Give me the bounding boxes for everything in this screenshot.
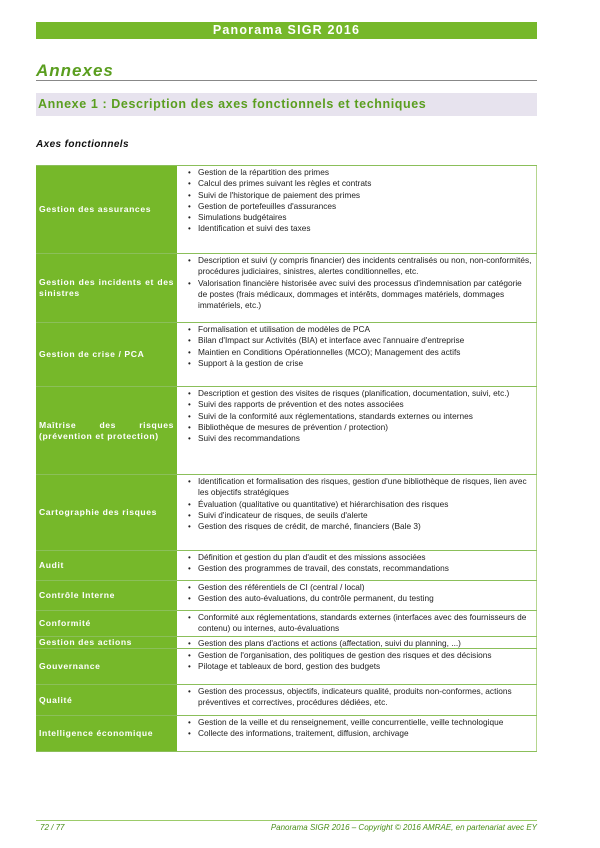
- table-row: [36, 323, 537, 387]
- list-item: • Conformité aux réglementations, standards externes (interfaces avec des fournisseurs de contenu) ou internes, auto-évaluations: [188, 612, 532, 635]
- bullet-list: [188, 167, 532, 235]
- axis-description: [177, 323, 537, 386]
- section-title: Annexes: [36, 61, 114, 80]
- list-item: • Valorisation financière historisée avec suivi des processus d'indemnisation par catégorie de postes (frais médicaux, dommages et intérêts, dommages matériels, dommages immatériels, etc.): [188, 278, 532, 312]
- subsection-title: Axes fonctionnels: [36, 139, 129, 150]
- list-item: • Bibliothèque de mesures de prévention / protection): [188, 422, 532, 433]
- list-item: • Calcul des primes suivant les règles et contrats: [188, 178, 532, 189]
- list-item: • Gestion de portefeuilles d'assurances: [188, 201, 532, 212]
- table-row: [36, 387, 537, 475]
- axis-description: [177, 387, 537, 474]
- table-row: [36, 551, 537, 581]
- list-item: • Évaluation (qualitative ou quantitative) et hiérarchisation des risques: [188, 499, 532, 510]
- axis-label: Maîtrise des risques (prévention et protection): [36, 387, 177, 474]
- bullet-list: [188, 324, 532, 369]
- list-item: • Gestion de la répartition des primes: [188, 167, 532, 178]
- axis-label: Gestion de crise / PCA: [36, 323, 177, 386]
- axis-description: [177, 475, 537, 550]
- list-item: • Suivi des recommandations: [188, 433, 532, 444]
- list-item: • Gestion des risques de crédit, de marché, financiers (Bale 3): [188, 521, 532, 532]
- axis-label: Cartographie des risques: [36, 475, 177, 550]
- list-item: • Gestion de la veille et du renseignement, veille concurrentielle, veille technologique: [188, 717, 532, 728]
- table-row: [36, 165, 537, 254]
- list-item: • Identification et suivi des taxes: [188, 223, 532, 234]
- list-item: • Description et gestion des visites de risques (planification, documentation, suivi, etc.): [188, 388, 532, 399]
- list-item: • Description et suivi (y compris financier) des incidents centralisés ou non, non-conformités, procédures judiciaires, sinistres, alertes conditionnelles, etc.: [188, 255, 532, 278]
- bullet-list: [188, 638, 532, 649]
- list-item: • Gestion de l'organisation, des politiques de gestion des risques et des décisions: [188, 650, 532, 661]
- table-row: [36, 475, 537, 551]
- table-row: [36, 254, 537, 323]
- bullet-list: [188, 476, 532, 532]
- axis-description: [177, 611, 537, 636]
- footer-divider: [36, 820, 537, 821]
- list-item: • Gestion des auto-évaluations, du contrôle permanent, du testing: [188, 593, 532, 604]
- list-item: • Gestion des programmes de travail, des constats, recommandations: [188, 563, 532, 574]
- annex-heading: Annexe 1 : Description des axes fonctionnels et techniques: [36, 93, 537, 116]
- bullet-list: [188, 650, 532, 673]
- bullet-list: [188, 612, 532, 635]
- list-item: • Bilan d'Impact sur Activités (BIA) et interface avec l'annuaire d'entreprise: [188, 335, 532, 346]
- list-item: • Gestion des plans d'actions et actions (affectation, suivi du planning, ...): [188, 638, 532, 649]
- axis-label: Qualité: [36, 685, 177, 715]
- table-row: [36, 649, 537, 685]
- axes-table: [36, 165, 537, 752]
- list-item: • Suivi d'indicateur de risques, de seuils d'alerte: [188, 510, 532, 521]
- table-row: [36, 637, 537, 649]
- table-row: [36, 581, 537, 611]
- axis-label: Audit: [36, 551, 177, 580]
- bullet-list: [188, 255, 532, 311]
- list-item: • Gestion des processus, objectifs, indicateurs qualité, produits non-conformes, actions préventives et correctives, procédures dédiées, etc.: [188, 686, 532, 709]
- axis-description: [177, 649, 537, 684]
- axis-description: [177, 685, 537, 715]
- list-item: • Identification et formalisation des risques, gestion d'une bibliothèque de risques, lien avec les objectifs stratégiques: [188, 476, 532, 499]
- axis-label: Gestion des actions: [36, 637, 177, 648]
- table-row: [36, 716, 537, 752]
- axis-label: Gestion des incidents et des sinistres: [36, 254, 177, 322]
- axis-description: [177, 254, 537, 322]
- axis-label: Gestion des assurances: [36, 166, 177, 253]
- bullet-list: [188, 552, 532, 575]
- bullet-list: [188, 686, 532, 709]
- list-item: • Pilotage et tableaux de bord, gestion des budgets: [188, 661, 532, 672]
- footer-copyright: Panorama SIGR 2016 – Copyright © 2016 AMRAE, en partenariat avec EY: [270, 823, 537, 832]
- section-divider: [36, 80, 537, 81]
- list-item: • Support à la gestion de crise: [188, 358, 532, 369]
- axis-label: Gouvernance: [36, 649, 177, 684]
- table-row: [36, 611, 537, 637]
- bullet-list: [188, 582, 532, 605]
- axis-description: [177, 551, 537, 580]
- page-number: 72 / 77: [40, 823, 65, 832]
- list-item: • Maintien en Conditions Opérationnelles (MCO); Management des actifs: [188, 347, 532, 358]
- list-item: • Formalisation et utilisation de modèles de PCA: [188, 324, 532, 335]
- list-item: • Suivi de l'historique de paiement des primes: [188, 190, 532, 201]
- bullet-list: [188, 717, 532, 740]
- list-item: • Définition et gestion du plan d'audit et des missions associées: [188, 552, 532, 563]
- axis-description: [177, 166, 537, 253]
- axis-description: [177, 581, 537, 610]
- list-item: • Suivi des rapports de prévention et des notes associées: [188, 399, 532, 410]
- list-item: • Gestion des référentiels de CI (central / local): [188, 582, 532, 593]
- bullet-list: [188, 388, 532, 444]
- header-title: Panorama SIGR 2016: [212, 23, 361, 37]
- axis-description: [177, 637, 537, 648]
- axis-label: Contrôle Interne: [36, 581, 177, 610]
- header-banner: [36, 22, 537, 39]
- list-item: • Suivi de la conformité aux réglementations, standards externes ou internes: [188, 411, 532, 422]
- axis-label: Conformité: [36, 611, 177, 636]
- table-row: [36, 685, 537, 716]
- axis-label: Intelligence économique: [36, 716, 177, 751]
- list-item: • Simulations budgétaires: [188, 212, 532, 223]
- list-item: • Collecte des informations, traitement, diffusion, archivage: [188, 728, 532, 739]
- axis-description: [177, 716, 537, 751]
